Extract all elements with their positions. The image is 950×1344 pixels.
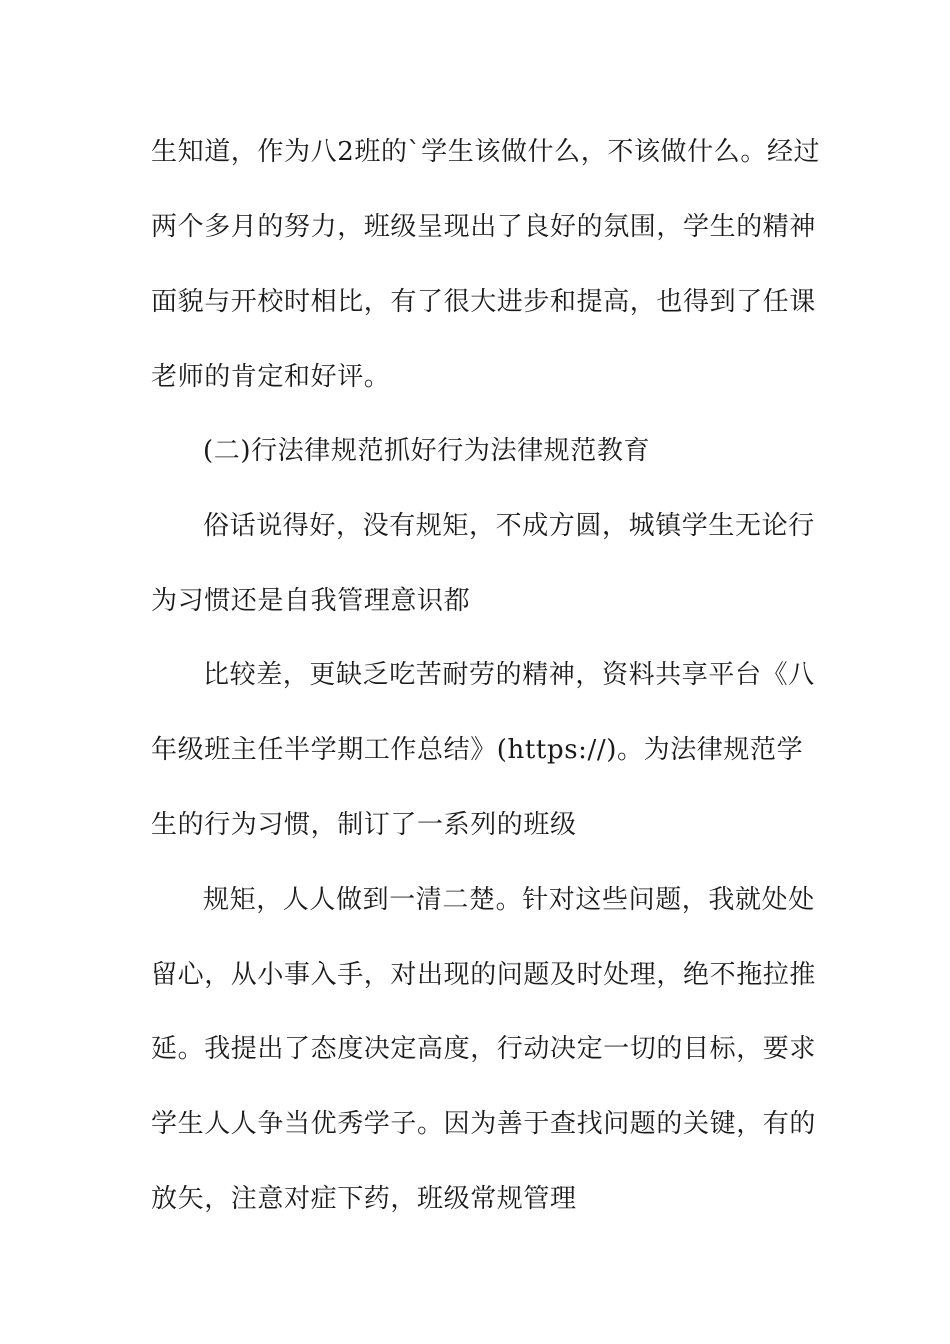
- section-heading: (二)行法律规范抓好行为法律规范教育: [203, 436, 651, 466]
- text-line: 俗话说得好，没有规矩，不成方圆，城镇学生无论行: [203, 511, 815, 541]
- text-line: 两个多月的努力，班级呈现出了良好的氛围，学生的精神: [151, 212, 817, 242]
- text-line: 留心，从小事入手，对出现的问题及时处理，绝不拖拉推: [151, 960, 817, 990]
- text-line: 年级班主任半学期工作总结》(https://)。为法律规范学: [151, 735, 804, 765]
- text-line: 为习惯还是自我管理意识都: [151, 586, 471, 616]
- text-line: 老师的肯定和好评。: [151, 362, 391, 392]
- text-line: 延。我提出了态度决定高度，行动决定一切的目标，要求: [151, 1034, 817, 1064]
- text-line: 面貌与开校时相比，有了很大进步和提高，也得到了任课: [151, 287, 817, 317]
- text-line: 放矢，注意对症下药，班级常规管理: [151, 1184, 577, 1214]
- text-line: 学生人人争当优秀学子。因为善于查找问题的关键，有的: [151, 1109, 817, 1139]
- text-line: 规矩，人人做到一清二楚。针对这些问题，我就处处: [203, 885, 815, 915]
- text-line: 比较差，更缺乏吃苦耐劳的精神，资料共享平台《八: [203, 660, 815, 690]
- text-line: 生知道，作为八2班的`学生该做什么，不该做什么。经过: [151, 137, 821, 167]
- text-line: 生的行为习惯，制订了一系列的班级: [151, 810, 577, 840]
